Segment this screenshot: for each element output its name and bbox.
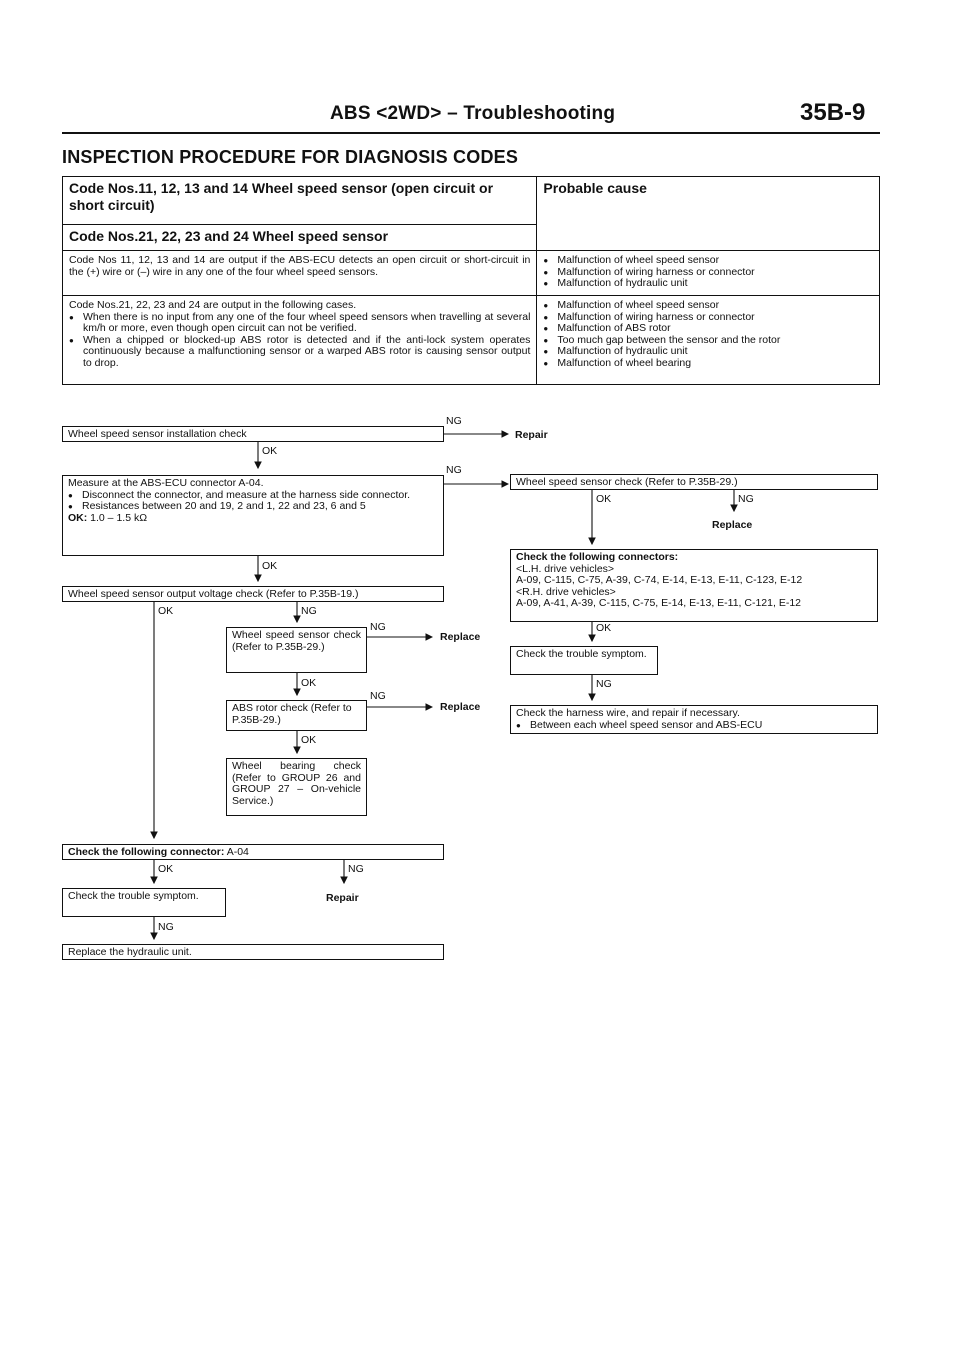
rh-codes: A-09, A-41, A-39, C-115, C-75, E-14, E-13, E-11, C-121, E-12 [516, 597, 802, 609]
harness-check-box [510, 705, 878, 734]
cause-item: ● Malfunction of wiring harness or connector [543, 267, 873, 279]
harness-bullet: ● Between each wheel speed sensor and ABS-ECU [516, 720, 872, 732]
code-group1-title: Code Nos.11, 12, 13 and 14 Wheel speed sensor (open circuit or short circuit) [63, 177, 537, 225]
ok-label: OK [262, 445, 278, 457]
connector-check-value: A-04 [226, 846, 249, 858]
cause-item: ● Malfunction of wheel speed sensor [543, 255, 873, 267]
connectors-box [510, 549, 878, 622]
replace-label: Replace [440, 631, 481, 643]
ok-label: OK [262, 560, 278, 572]
ng-label: NG [446, 464, 462, 476]
replace-label: Replace [712, 519, 753, 531]
ng-label: NG [446, 415, 462, 427]
ng-label: NG [301, 605, 317, 617]
replace-hydraulic-box: Replace the hydraulic unit. [62, 944, 444, 960]
connectors-title: Check the following connectors: [516, 551, 679, 563]
trouble-symptom-box-left: Check the trouble symptom. [62, 888, 226, 917]
measure-box [62, 475, 444, 556]
cause-item: ● Malfunction of wiring harness or connector [543, 312, 873, 324]
measure-title: Measure at the ABS-ECU connector A-04. [68, 477, 264, 489]
section-title: INSPECTION PROCEDURE FOR DIAGNOSIS CODES [62, 147, 519, 167]
repair-label: Repair [326, 892, 359, 904]
cause-item: ● Malfunction of hydraulic unit [543, 278, 873, 290]
rh-label: <R.H. drive vehicles> [516, 585, 616, 598]
ng-label: NG [738, 493, 754, 505]
ng-label: NG [348, 863, 364, 875]
install-check-box: Wheel speed sensor installation check [62, 426, 444, 442]
ng-label: NG [158, 921, 174, 933]
replace-label: Replace [440, 701, 481, 713]
cause-item: ● Malfunction of wheel speed sensor [543, 300, 873, 312]
cause-item: ● Malfunction of wheel bearing [543, 358, 873, 370]
connector-check-label: Check the following connector: [68, 846, 225, 858]
voltage-check-box: Wheel speed sensor output voltage check (Refer to P.35B-19.) [62, 586, 444, 602]
ng-label: NG [370, 621, 386, 633]
ng-label: NG [596, 678, 612, 690]
ok-label: OK [158, 863, 174, 875]
page-title: ABS <2WD> – Troubleshooting [330, 103, 616, 124]
sensor-check-box-right: Wheel speed sensor check (Refer to P.35B-29.) [510, 474, 878, 490]
ng-label: NG [370, 690, 386, 702]
measure-ok-label: OK: [68, 511, 88, 524]
code-group2-title: Code Nos.21, 22, 23 and 24 Wheel speed sensor [63, 225, 537, 251]
lh-label: <L.H. drive vehicles> [516, 562, 615, 575]
cause-item: ● Too much gap between the sensor and the rotor [543, 335, 873, 347]
repair-label: Repair [515, 429, 548, 441]
ok-label: OK [158, 605, 174, 617]
row2-bullet: ● When there is no input from any one of the four wheel speed sensors when travelling at several km/h or more, even though open circuit can not be verified. [69, 312, 530, 335]
measure-bullet: ● Resistances between 20 and 19, 2 and 1, 22 and 23, 6 and 5 [68, 501, 438, 513]
harness-check-title: Check the harness wire, and repair if necessary. [516, 707, 740, 719]
sensor-check-box: Wheel speed sensor check (Refer to P.35B-29.) [226, 627, 367, 673]
rotor-check-box: ABS rotor check (Refer to P.35B-29.) [226, 700, 367, 731]
probable-cause-header: Probable cause [537, 177, 880, 251]
row2-bullet: ● When a chipped or blocked-up ABS rotor is detected and if the anti-lock system operates continuously because a malfunctioning sensor or a warped ABS rotor is causing sensor output to drop. [69, 335, 530, 370]
row2-intro: Code Nos.21, 22, 23 and 24 are output in the following cases. [69, 299, 357, 311]
measure-ok-value: 1.0 – 1.5 kΩ [90, 511, 148, 524]
ok-label: OK [596, 493, 612, 505]
row1-description: Code Nos 11, 12, 13 and 14 are output if the ABS-ECU detects an open circuit or short-circuit in the (+) wire or (–) wire in any one of the four wheel speed sensors. [63, 251, 537, 296]
connector-check-box [62, 844, 444, 860]
cause-item: ● Malfunction of hydraulic unit [543, 346, 873, 358]
measure-bullet: ● Disconnect the connector, and measure at the harness side connector. [68, 490, 438, 502]
ok-label: OK [596, 622, 612, 634]
cause-item: ● Malfunction of ABS rotor [543, 323, 873, 335]
ok-label: OK [301, 677, 317, 689]
bearing-check-box: Wheel bearing check (Refer to GROUP 26 and GROUP 27 – On-vehicle Service.) [226, 758, 367, 816]
trouble-symptom-box-right: Check the trouble symptom. [510, 646, 658, 675]
ok-label: OK [301, 734, 317, 746]
lh-codes: A-09, C-115, C-75, A-39, C-74, E-14, E-13, E-11, C-123, E-12 [516, 574, 803, 586]
page-number: 35B-9 [800, 99, 866, 126]
